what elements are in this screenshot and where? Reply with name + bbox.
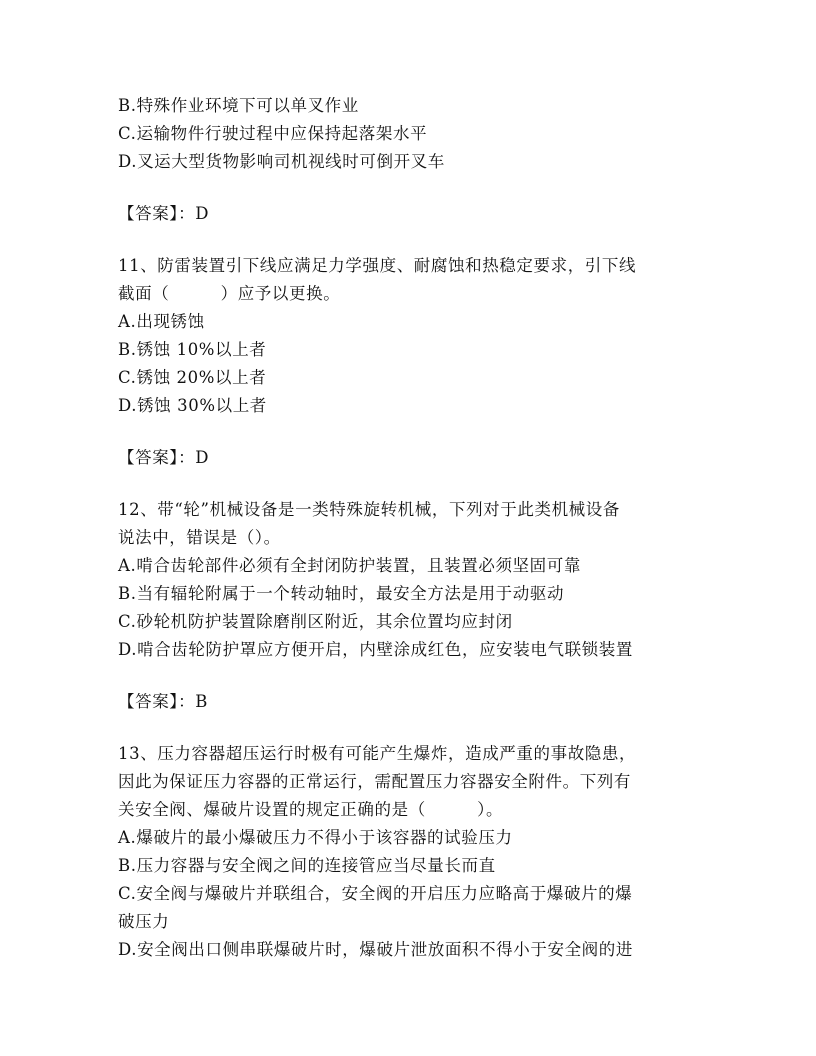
spacer [118,176,698,200]
answer-line: 【答案】：D [118,204,210,223]
document-content [118,92,698,964]
option-b: B.锈蚀 10%以上者 [118,340,267,359]
answer-line: 【答案】：D [118,448,210,467]
option-d: D.安全阀出口侧串联爆破片时，爆破片泄放面积不得小于安全阀的进 [118,940,633,959]
option-d: D.叉运大型货物影响司机视线时可倒开叉车 [118,152,445,171]
option-c: C.锈蚀 20%以上者 [118,368,267,387]
question-12 [118,496,698,716]
question-stem-line: 关安全阀、爆破片设置的规定正确的是（ ）。 [118,800,504,819]
question-stem-line: 11、防雷装置引下线应满足力学强度、耐腐蚀和热稳定要求，引下线 [118,256,637,275]
question-13 [118,740,698,964]
spacer [118,716,698,740]
question-11 [118,252,698,472]
spacer [118,228,698,252]
answer-line: 【答案】：B [118,692,208,711]
option-a: A.爆破片的最小爆破压力不得小于该容器的试验压力 [118,828,513,847]
option-a: A.出现锈蚀 [118,312,205,331]
spacer [118,472,698,496]
option-b: B.特殊作业环境下可以单叉作业 [118,96,359,115]
question-stem-line: 截面（ ）应予以更换。 [118,284,341,303]
question-stem-line: 因此为保证压力容器的正常运行，需配置压力容器安全附件。下列有 [118,772,631,791]
spacer [118,420,698,444]
option-b: B.当有辐轮附属于一个转动轴时，最安全方法是用于动驱动 [118,584,565,603]
option-c: C.安全阀与爆破片并联组合，安全阀的开启压力应略高于爆破片的爆 [118,884,633,903]
question-block-continued [118,92,698,228]
question-stem-line: 说法中，错误是（）。 [118,528,281,547]
option-d: D.锈蚀 30%以上者 [118,396,267,415]
option-a: A.啃合齿轮部件必须有全封闭防护装置，且装置必须坚固可靠 [118,556,581,575]
question-stem-line: 12、带“轮”机械设备是一类特殊旋转机械，下列对于此类机械设备 [118,500,620,519]
option-b: B.压力容器与安全阀之间的连接管应当尽量长而直 [118,856,496,875]
question-stem-line: 13、压力容器超压运行时极有可能产生爆炸，造成严重的事故隐患， [118,744,637,763]
option-c-continued: 破压力 [118,912,170,931]
option-c: C.运输物件行驶过程中应保持起落架水平 [118,124,428,143]
option-c: C.砂轮机防护装置除磨削区附近，其余位置均应封闭 [118,612,513,631]
spacer [118,664,698,688]
option-d: D.啃合齿轮防护罩应方便开启，内壁涂成红色，应安装电气联锁装置 [118,640,633,659]
